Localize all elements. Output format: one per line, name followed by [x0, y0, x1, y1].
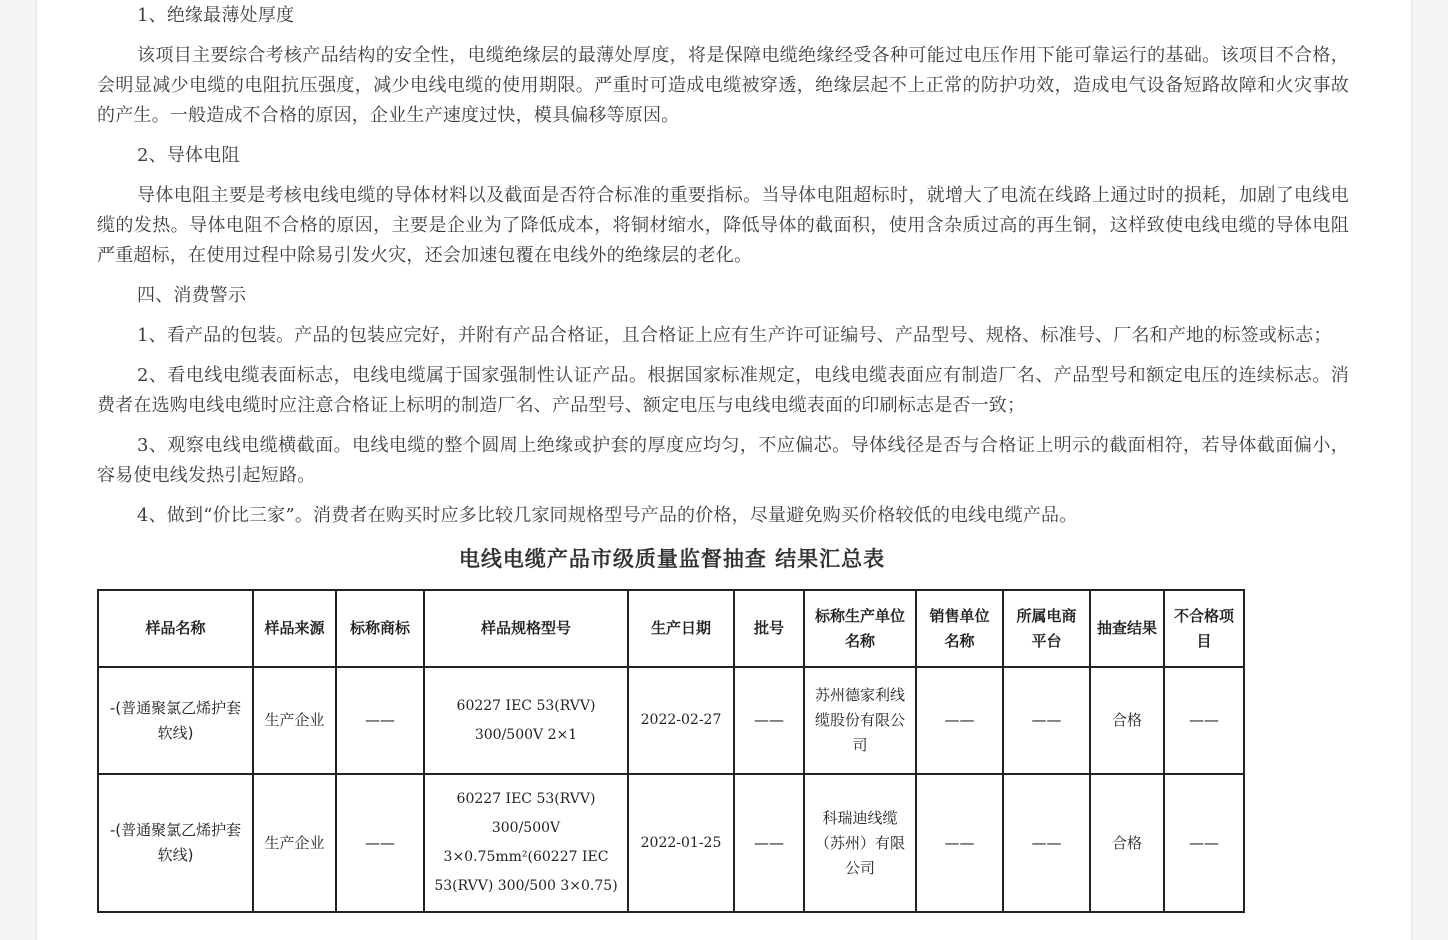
cell-batch: —— [734, 774, 804, 912]
article-content [97, 0, 1349, 913]
cell-production-date: 2022-02-27 [628, 667, 734, 774]
paragraph-insulation-thickness: 该项目主要综合考核产品结构的安全性，电缆绝缘层的最薄处厚度，将是保障电缆绝缘经受各种可能过电压作用下能可靠运行的基础。该项目不合格，会明显减少电缆的电阻抗压强度，减少电线电缆的使用期限。严重时可造成电缆被穿透，绝缘层起不上正常的防护功效，造成电气设备短路故障和火灾事故的产生。一般造成不合格的原因，企业生产速度过快，模具偏移等原因。 [97, 45, 1349, 126]
cell-spec: 60227 IEC 53(RVV) 300/500V 2×1 [424, 667, 628, 774]
cell-sample-name: -(普通聚氯乙烯护套软线) [98, 667, 253, 774]
section-heading-conductor-resistance: 2、导体电阻 [137, 145, 240, 166]
consumer-tip-cross-section: 3、观察电线电缆横截面。电线电缆的整个圆周上绝缘或护套的厚度应均匀，不应偏芯。导体线径是否与合格证上明示的截面相符，若导体截面偏小，容易使电线发热引起短路。 [97, 435, 1349, 486]
cell-failed-items: —— [1164, 667, 1244, 774]
table-row [98, 774, 1244, 912]
cell-result: 合格 [1090, 667, 1164, 774]
header-production-date: 生产日期 [628, 590, 734, 667]
cell-brand: —— [336, 667, 424, 774]
header-spec: 样品规格型号 [424, 590, 628, 667]
header-result: 抽查结果 [1090, 590, 1164, 667]
header-brand: 标称商标 [336, 590, 424, 667]
table-title: 电线电缆产品市级质量监督抽查 结果汇总表 [458, 546, 886, 571]
cell-failed-items: —— [1164, 774, 1244, 912]
header-failed-items: 不合格项目 [1164, 590, 1244, 667]
cell-result: 合格 [1090, 774, 1164, 912]
section-heading-insulation-thickness: 1、绝缘最薄处厚度 [137, 5, 295, 26]
section-heading-consumer-tips: 四、消费警示 [137, 285, 247, 306]
cell-production-date: 2022-01-25 [628, 774, 734, 912]
consumer-tip-packaging: 1、看产品的包装。产品的包装应完好，并附有产品合格证，且合格证上应有生产许可证编号、产品型号、规格、标准号、厂名和产地的标签或标志； [137, 325, 1332, 346]
consumer-tip-surface-mark: 2、看电线电缆表面标志，电线电缆属于国家强制性认证产品。根据国家标准规定，电线电缆表面应有制造厂名、产品型号和额定电压的连续标志。消费者在选购电线电缆时应注意合格证上标明的制造厂名、产品型号、额定电压与电线电缆表面的印刷标志是否一致； [97, 365, 1349, 416]
cell-batch: —— [734, 667, 804, 774]
header-sample-source: 样品来源 [253, 590, 336, 667]
cell-manufacturer: 科瑞迪线缆（苏州）有限公司 [804, 774, 916, 912]
header-sample-name: 样品名称 [98, 590, 253, 667]
cell-platform: —— [1003, 774, 1090, 912]
cell-sample-source: 生产企业 [253, 774, 336, 912]
table-header-row [98, 590, 1244, 667]
table-row [98, 667, 1244, 774]
article-page [36, 0, 1412, 940]
cell-seller: —— [916, 774, 1003, 912]
consumer-tip-price-compare: 4、做到“价比三家”。消费者在购买时应多比较几家同规格型号产品的价格，尽量避免购买价格较低的电线电缆产品。 [137, 505, 1078, 526]
cell-brand: —— [336, 774, 424, 912]
cell-sample-source: 生产企业 [253, 667, 336, 774]
results-table [97, 589, 1245, 913]
cell-manufacturer: 苏州德家利线缆股份有限公司 [804, 667, 916, 774]
header-platform: 所属电商平台 [1003, 590, 1090, 667]
cell-seller: —— [916, 667, 1003, 774]
header-seller: 销售单位名称 [916, 590, 1003, 667]
cell-spec: 60227 IEC 53(RVV) 300/500V 3×0.75mm²(60227 IEC 53(RVV) 300/500 3×0.75) [424, 774, 628, 912]
header-manufacturer: 标称生产单位名称 [804, 590, 916, 667]
cell-platform: —— [1003, 667, 1090, 774]
header-batch: 批号 [734, 590, 804, 667]
cell-sample-name: -(普通聚氯乙烯护套软线) [98, 774, 253, 912]
paragraph-conductor-resistance: 导体电阻主要是考核电线电缆的导体材料以及截面是否符合标准的重要指标。当导体电阻超标时，就增大了电流在线路上通过时的损耗，加剧了电线电缆的发热。导体电阻不合格的原因，主要是企业为了降低成本，将铜材缩水，降低导体的截面积，使用含杂质过高的再生铜，这样致使电线电缆的导体电阻严重超标，在使用过程中除易引发火灾，还会加速包覆在电线外的绝缘层的老化。 [97, 185, 1349, 266]
